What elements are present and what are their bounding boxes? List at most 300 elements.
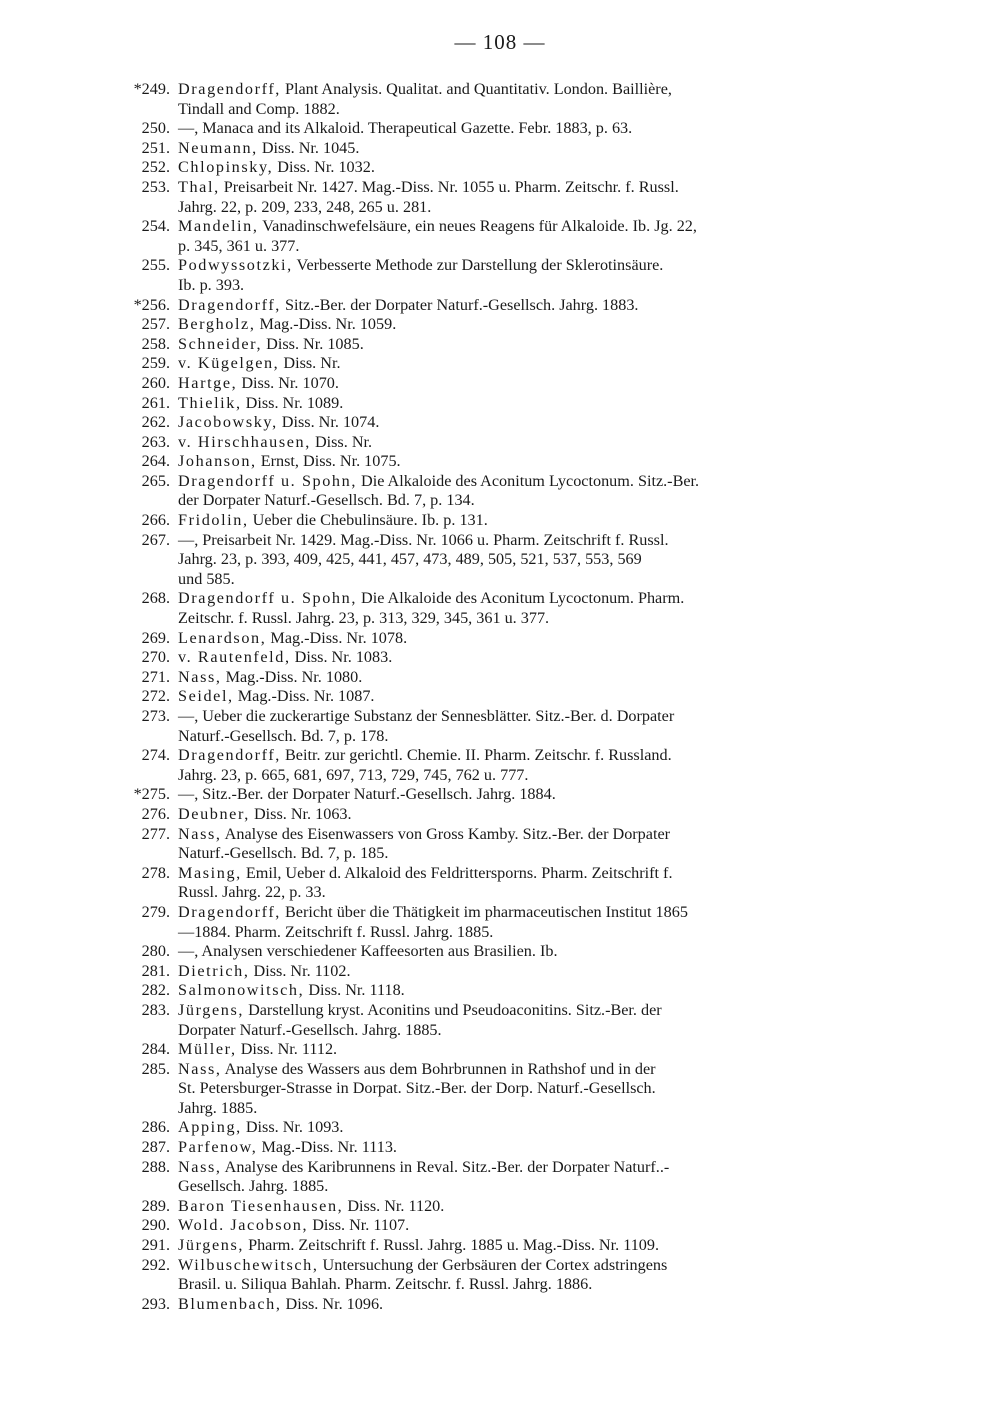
entry-author: Hartge, xyxy=(178,373,238,392)
entry-line xyxy=(178,1060,888,1080)
entry-text xyxy=(178,354,888,374)
entry-text xyxy=(178,903,888,942)
list-item xyxy=(108,1197,888,1217)
list-item xyxy=(108,805,888,825)
entry-line-text: Ernst, Diss. Nr. 1075. xyxy=(256,452,401,471)
entry-number: 263. xyxy=(141,432,170,451)
entry-text xyxy=(178,374,888,394)
list-item xyxy=(108,1001,888,1040)
entry-author: Dragendorff, xyxy=(178,902,281,921)
list-item xyxy=(108,1158,888,1197)
list-item xyxy=(108,1118,888,1138)
entry-number: 265. xyxy=(141,471,170,490)
entry-line xyxy=(178,433,888,453)
entry-line xyxy=(178,825,888,845)
entry-author: Podwyssotzki, xyxy=(178,256,293,275)
list-item xyxy=(108,1295,888,1315)
entry-line-text: p. 345, 361 u. 377. xyxy=(178,236,300,255)
entry-line-text: Preisarbeit Nr. 1427. Mag.-Diss. Nr. 1055 u. Pharm. Zeitschr. f. Russl. xyxy=(219,177,679,196)
entry-line xyxy=(178,1177,888,1197)
entry-line xyxy=(178,374,888,394)
entry-text xyxy=(178,472,888,511)
entry-author: Baron Tiesenhausen, xyxy=(178,1196,344,1215)
entry-text xyxy=(178,942,888,962)
entry-line xyxy=(178,1295,888,1315)
entry-number: 254. xyxy=(141,217,170,236)
entry-line xyxy=(178,707,888,727)
list-item xyxy=(108,1060,888,1119)
entry-text xyxy=(178,648,888,668)
entry-text xyxy=(178,1236,888,1256)
entry-author: v. Kügelgen, xyxy=(178,354,280,373)
entry-text xyxy=(178,531,888,590)
entry-line-text: Diss. Nr. 1118. xyxy=(304,981,405,1000)
entry-line-text: Jahrg. 23, p. 665, 681, 697, 713, 729, 745, 762 u. 777. xyxy=(178,765,529,784)
entry-line xyxy=(178,648,888,668)
entry-author: Dragendorff u. Spohn, xyxy=(178,471,357,490)
entry-number: 267. xyxy=(141,530,170,549)
entry-text xyxy=(178,433,888,453)
entry-line-text: Plant Analysis. Qualitat. and Quantitativ. London. Baillière, xyxy=(280,80,672,98)
entry-author: v. Hirschhausen, xyxy=(178,432,311,451)
entry-author: v. Rautenfeld, xyxy=(178,648,291,667)
entry-author: Thielik, xyxy=(178,393,242,412)
bibliography-list xyxy=(108,80,888,1314)
list-item xyxy=(108,472,888,511)
entry-text xyxy=(178,296,888,316)
entry-author: Masing, xyxy=(178,863,242,882)
entry-line-text: Mag.-Diss. Nr. 1087. xyxy=(233,687,375,706)
entry-text xyxy=(178,315,888,335)
entry-author: Müller, xyxy=(178,1040,237,1059)
entry-line-text: —1884. Pharm. Zeitschrift f. Russl. Jahrg. 1885. xyxy=(178,922,494,941)
entry-author: Nass, xyxy=(178,667,222,686)
entry-line xyxy=(178,766,888,786)
entry-line xyxy=(178,550,888,570)
list-item xyxy=(108,1138,888,1158)
entry-author: Wold. Jacobson, xyxy=(178,1216,309,1235)
entry-text xyxy=(178,158,888,178)
list-item xyxy=(108,785,888,805)
entry-number: *275. xyxy=(133,785,170,804)
entry-line xyxy=(178,276,888,296)
entry-line xyxy=(178,864,888,884)
list-item xyxy=(108,864,888,903)
entry-line xyxy=(178,1236,888,1256)
entry-author: Nass, xyxy=(178,1059,222,1078)
entry-number: 266. xyxy=(141,511,170,530)
entry-line xyxy=(178,1275,888,1295)
entry-line-text: Diss. Nr. xyxy=(310,432,373,451)
entry-line-text: Die Alkaloide des Aconitum Lycoctonum. Pharm. xyxy=(356,589,685,608)
entry-text xyxy=(178,1216,888,1236)
list-item xyxy=(108,962,888,982)
entry-line-text: Ib. p. 393. xyxy=(178,275,245,294)
list-item xyxy=(108,433,888,453)
entry-line-text: Diss. Nr. 1074. xyxy=(277,413,380,432)
entry-number: 292. xyxy=(141,1255,170,1274)
entry-line xyxy=(178,100,888,120)
list-item xyxy=(108,687,888,707)
entry-author: Neumann, xyxy=(178,138,258,157)
list-item xyxy=(108,531,888,590)
entry-text xyxy=(178,1040,888,1060)
entry-author: Lenardson, xyxy=(178,628,267,647)
entry-text xyxy=(178,962,888,982)
entry-line-text: Diss. Nr. 1102. xyxy=(249,961,351,980)
entry-number: 288. xyxy=(141,1157,170,1176)
entry-number: 290. xyxy=(141,1216,170,1235)
entry-line xyxy=(178,1256,888,1276)
entry-line-text: Jahrg. 22, p. 209, 233, 248, 265 u. 281. xyxy=(178,197,432,216)
entry-number: 284. xyxy=(141,1040,170,1059)
entry-line xyxy=(178,1158,888,1178)
entry-line xyxy=(178,629,888,649)
entry-line xyxy=(178,158,888,178)
entry-number: 250. xyxy=(141,119,170,138)
list-item xyxy=(108,668,888,688)
entry-author: Nass, xyxy=(178,824,222,843)
list-item xyxy=(108,629,888,649)
entry-text xyxy=(178,1197,888,1217)
list-item xyxy=(108,80,888,119)
entry-author: Salmonowitsch, xyxy=(178,981,305,1000)
entry-number: 278. xyxy=(141,863,170,882)
entry-line xyxy=(178,472,888,492)
entry-number: 286. xyxy=(141,1118,170,1137)
list-item xyxy=(108,315,888,335)
entry-line-text: Mag.-Diss. Nr. 1113. xyxy=(257,1138,397,1157)
entry-line-text: Mag.-Diss. Nr. 1059. xyxy=(255,315,397,334)
entry-text xyxy=(178,805,888,825)
entry-line-text: der Dorpater Naturf.-Gesellsch. Bd. 7, p. 134. xyxy=(178,491,475,510)
entry-line xyxy=(178,354,888,374)
entry-line xyxy=(178,1040,888,1060)
entry-author: Blumenbach, xyxy=(178,1294,282,1313)
entry-author: Chlopinsky, xyxy=(178,158,274,177)
entry-text xyxy=(178,687,888,707)
entry-line xyxy=(178,981,888,1001)
entry-number: 259. xyxy=(141,354,170,373)
entry-line xyxy=(178,198,888,218)
entry-number: 274. xyxy=(141,746,170,765)
entry-line-text: Diss. Nr. 1083. xyxy=(290,648,393,667)
entry-number: 264. xyxy=(141,452,170,471)
list-item xyxy=(108,1040,888,1060)
entry-text xyxy=(178,629,888,649)
entry-text xyxy=(178,256,888,295)
entry-line-text: Diss. Nr. xyxy=(279,354,341,373)
entry-line xyxy=(178,1099,888,1119)
entry-line xyxy=(178,452,888,472)
entry-text xyxy=(178,119,888,139)
entry-text xyxy=(178,1256,888,1295)
entry-line-text: Diss. Nr. 1112. xyxy=(236,1040,338,1059)
entry-text xyxy=(178,217,888,256)
entry-line xyxy=(178,668,888,688)
entry-line xyxy=(178,962,888,982)
entry-author: Schneider, xyxy=(178,334,263,353)
entry-line-text: St. Petersburger-Strasse in Dorpat. Sitz.-Ber. der Dorp. Naturf.-Gesellsch. xyxy=(178,1079,656,1098)
entry-line-text: Diss. Nr. 1096. xyxy=(281,1294,384,1313)
entry-text xyxy=(178,825,888,864)
entry-author: Dragendorff, xyxy=(178,80,281,98)
entry-line xyxy=(178,746,888,766)
list-item xyxy=(108,178,888,217)
entry-text xyxy=(178,511,888,531)
entry-line-text: Zeitschr. f. Russl. Jahrg. 23, p. 313, 329, 345, 361 u. 377. xyxy=(178,609,550,628)
entry-text xyxy=(178,864,888,903)
entry-number: 270. xyxy=(141,648,170,667)
entry-line-text: Die Alkaloide des Aconitum Lycoctonum. Sitz.-Ber. xyxy=(356,471,700,490)
list-item xyxy=(108,413,888,433)
list-item xyxy=(108,746,888,785)
entry-number: 273. xyxy=(141,707,170,725)
entry-number: 255. xyxy=(141,256,170,275)
list-item xyxy=(108,139,888,159)
entry-line xyxy=(178,80,888,100)
entry-line-text: Jahrg. 23, p. 393, 409, 425, 441, 457, 473, 489, 505, 521, 537, 553, 569 xyxy=(178,550,642,569)
entry-line xyxy=(178,491,888,511)
list-item xyxy=(108,707,888,746)
entry-line-text: Untersuchung der Gerbsäuren der Cortex adstringens xyxy=(318,1255,668,1274)
page-number: — 108 — xyxy=(454,30,546,54)
entry-number: 272. xyxy=(141,687,170,706)
entry-text xyxy=(178,1001,888,1040)
entry-number: *256. xyxy=(133,295,170,314)
entry-line-text: Diss. Nr. 1120. xyxy=(343,1196,445,1215)
list-item xyxy=(108,217,888,256)
entry-text xyxy=(178,589,888,628)
entry-line xyxy=(178,942,888,962)
entry-line-text: Mag.-Diss. Nr. 1078. xyxy=(266,628,408,647)
entry-number: 293. xyxy=(141,1294,170,1313)
entry-number: 280. xyxy=(141,942,170,961)
entry-line xyxy=(178,1079,888,1099)
entry-line xyxy=(178,413,888,433)
entry-author: Dietrich, xyxy=(178,961,250,980)
entry-number: 251. xyxy=(141,138,170,157)
list-item xyxy=(108,354,888,374)
entry-line-text: Jahrg. 1885. xyxy=(178,1098,258,1117)
entry-author: Deubner, xyxy=(178,804,250,823)
entry-line-text: Naturf.-Gesellsch. Bd. 7, p. 178. xyxy=(178,726,389,745)
entry-line xyxy=(178,178,888,198)
entry-author: Parfenow, xyxy=(178,1138,258,1157)
entry-line xyxy=(178,1118,888,1138)
entry-number: *249. xyxy=(133,80,170,98)
entry-text xyxy=(178,707,888,746)
entry-line xyxy=(178,727,888,747)
entry-line-text: Emil, Ueber d. Alkaloid des Feldrittersporns. Pharm. Zeitschrift f. xyxy=(241,863,673,882)
entry-number: 252. xyxy=(141,158,170,177)
entry-text xyxy=(178,1060,888,1119)
entry-line-text: Brasil. u. Siliqua Bahlah. Pharm. Zeitschr. f. Russl. Jahrg. 1886. xyxy=(178,1275,593,1294)
entry-number: 268. xyxy=(141,589,170,608)
entry-line-text: Beitr. zur gerichtl. Chemie. II. Pharm. Zeitschr. f. Russland. xyxy=(280,746,672,765)
entry-line-text: und 585. xyxy=(178,569,235,588)
entry-number: 281. xyxy=(141,961,170,980)
entry-line xyxy=(178,119,888,139)
entry-line xyxy=(178,256,888,276)
entry-author: Seidel, xyxy=(178,687,234,706)
entry-line-text: Pharm. Zeitschrift f. Russl. Jahrg. 1885 u. Mag.-Diss. Nr. 1109. xyxy=(244,1236,660,1255)
entry-number: 283. xyxy=(141,1000,170,1019)
list-item xyxy=(108,1256,888,1295)
entry-text xyxy=(178,1295,888,1315)
entry-line xyxy=(178,237,888,257)
entry-author: Dragendorff u. Spohn, xyxy=(178,589,357,608)
entry-author: Thal, xyxy=(178,177,220,196)
entry-line xyxy=(178,883,888,903)
entry-line-text: Diss. Nr. 1045. xyxy=(257,138,360,157)
entry-line xyxy=(178,511,888,531)
entry-number: 253. xyxy=(141,177,170,196)
entry-line-text: Diss. Nr. 1085. xyxy=(262,334,364,353)
entry-number: 279. xyxy=(141,902,170,921)
entry-number: 277. xyxy=(141,824,170,843)
entry-line xyxy=(178,296,888,316)
entry-line-text: —, Preisarbeit Nr. 1429. Mag.-Diss. Nr. 1066 u. Pharm. Zeitschrift f. Russl. xyxy=(178,530,669,549)
entry-line xyxy=(178,1001,888,1021)
entry-line-text: —, Ueber die zuckerartige Substanz der Sennesblätter. Sitz.-Ber. d. Dorpater xyxy=(178,707,675,725)
list-item xyxy=(108,119,888,139)
entry-number: 289. xyxy=(141,1196,170,1215)
entry-line-text: Ueber die Chebulinsäure. Ib. p. 131. xyxy=(248,511,488,530)
list-item xyxy=(108,903,888,942)
entry-line xyxy=(178,923,888,943)
entry-line xyxy=(178,335,888,355)
entry-line xyxy=(178,1138,888,1158)
entry-author: Apping, xyxy=(178,1118,242,1137)
entry-text xyxy=(178,452,888,472)
list-item xyxy=(108,981,888,1001)
entry-line-text: Analyse des Karibrunnens in Reval. Sitz.-Ber. der Dorpater Naturf..- xyxy=(221,1157,670,1176)
entry-text xyxy=(178,668,888,688)
list-item xyxy=(108,1236,888,1256)
list-item xyxy=(108,158,888,178)
entry-author: Johanson, xyxy=(178,452,257,471)
entry-text xyxy=(178,746,888,785)
entry-author: Mandelin, xyxy=(178,217,259,236)
entry-line xyxy=(178,217,888,237)
entry-number: 257. xyxy=(141,315,170,334)
entry-number: 260. xyxy=(141,373,170,392)
list-item xyxy=(108,1216,888,1236)
entry-number: 287. xyxy=(141,1138,170,1157)
entry-line-text: Russl. Jahrg. 22, p. 33. xyxy=(178,883,326,902)
list-item xyxy=(108,256,888,295)
entry-line-text: Vanadinschwefelsäure, ein neues Reagens für Alkaloide. Ib. Jg. 22, xyxy=(258,217,697,236)
entry-line-text: Diss. Nr. 1089. xyxy=(241,393,344,412)
list-item xyxy=(108,589,888,628)
entry-line xyxy=(178,139,888,159)
entry-line-text: Diss. Nr. 1032. xyxy=(273,158,375,177)
list-item xyxy=(108,511,888,531)
entry-author: Dragendorff, xyxy=(178,295,281,314)
entry-author: Fridolin, xyxy=(178,511,249,530)
entry-line-text: Tindall and Comp. 1882. xyxy=(178,99,340,118)
entry-line xyxy=(178,315,888,335)
list-item xyxy=(108,942,888,962)
list-item xyxy=(108,452,888,472)
entry-line-text: Naturf.-Gesellsch. Bd. 7, p. 185. xyxy=(178,844,389,863)
entry-text xyxy=(178,785,888,805)
entry-line-text: —, Sitz.-Ber. der Dorpater Naturf.-Gesellsch. Jahrg. 1884. xyxy=(178,785,556,804)
entry-line xyxy=(178,609,888,629)
entry-line-text: Bericht über die Thätigkeit im pharmaceutischen Institut 1865 xyxy=(280,902,688,921)
entry-author: Nass, xyxy=(178,1157,222,1176)
entry-text xyxy=(178,80,888,119)
entry-line-text: Dorpater Naturf.-Gesellsch. Jahrg. 1885. xyxy=(178,1020,442,1039)
entry-author: Jürgens, xyxy=(178,1000,245,1019)
entry-text xyxy=(178,139,888,159)
entry-line xyxy=(178,844,888,864)
list-item xyxy=(108,648,888,668)
list-item xyxy=(108,335,888,355)
entry-number: 282. xyxy=(141,981,170,1000)
entry-number: 258. xyxy=(141,334,170,353)
entry-number: 262. xyxy=(141,413,170,432)
entry-line-text: Mag.-Diss. Nr. 1080. xyxy=(221,667,363,686)
entry-text xyxy=(178,1138,888,1158)
entry-line xyxy=(178,570,888,590)
entry-line-text: Diss. Nr. 1093. xyxy=(241,1118,344,1137)
entry-number: 269. xyxy=(141,628,170,647)
entry-line-text: Gesellsch. Jahrg. 1885. xyxy=(178,1177,329,1196)
entry-number: 261. xyxy=(141,393,170,412)
entry-line-text: Diss. Nr. 1107. xyxy=(308,1216,410,1235)
list-item xyxy=(108,296,888,316)
list-item xyxy=(108,394,888,414)
entry-number: 276. xyxy=(141,804,170,823)
entry-author: Bergholz, xyxy=(178,315,256,334)
entry-line-text: Sitz.-Ber. der Dorpater Naturf.-Gesellsch. Jahrg. 1883. xyxy=(280,295,639,314)
entry-number: 271. xyxy=(141,667,170,686)
entry-author: Jacobowsky, xyxy=(178,413,278,432)
entry-line xyxy=(178,1197,888,1217)
entry-line xyxy=(178,785,888,805)
entry-text xyxy=(178,335,888,355)
entry-line xyxy=(178,589,888,609)
entry-line-text: Analyse des Wassers aus dem Bohrbrunnen in Rathshof und in der xyxy=(221,1059,656,1078)
entry-text xyxy=(178,1158,888,1197)
entry-text xyxy=(178,178,888,217)
entry-text xyxy=(178,394,888,414)
entry-line-text: —, Analysen verschiedener Kaffeesorten aus Brasilien. Ib. xyxy=(178,942,558,961)
list-item xyxy=(108,825,888,864)
entry-line-text: —, Manaca and its Alkaloid. Therapeutical Gazette. Febr. 1883, p. 63. xyxy=(178,119,633,138)
entry-text xyxy=(178,1118,888,1138)
entry-author: Jürgens, xyxy=(178,1236,245,1255)
entry-line-text: Diss. Nr. 1063. xyxy=(249,804,352,823)
entry-line xyxy=(178,805,888,825)
entry-line xyxy=(178,687,888,707)
entry-line xyxy=(178,394,888,414)
entry-line xyxy=(178,1021,888,1041)
entry-number: 285. xyxy=(141,1059,170,1078)
entry-text xyxy=(178,981,888,1001)
list-item xyxy=(108,374,888,394)
entry-line-text: Darstellung kryst. Aconitins und Pseudoaconitins. Sitz.-Ber. der xyxy=(244,1000,662,1019)
entry-line-text: Analyse des Eisenwassers von Gross Kamby. Sitz.-Ber. der Dorpater xyxy=(221,824,671,843)
entry-line xyxy=(178,531,888,551)
entry-text xyxy=(178,413,888,433)
entry-line-text: Diss. Nr. 1070. xyxy=(237,373,339,392)
entry-number: 291. xyxy=(141,1236,170,1255)
entry-author: Dragendorff, xyxy=(178,746,281,765)
entry-author: Wilbuschewitsch, xyxy=(178,1255,319,1274)
